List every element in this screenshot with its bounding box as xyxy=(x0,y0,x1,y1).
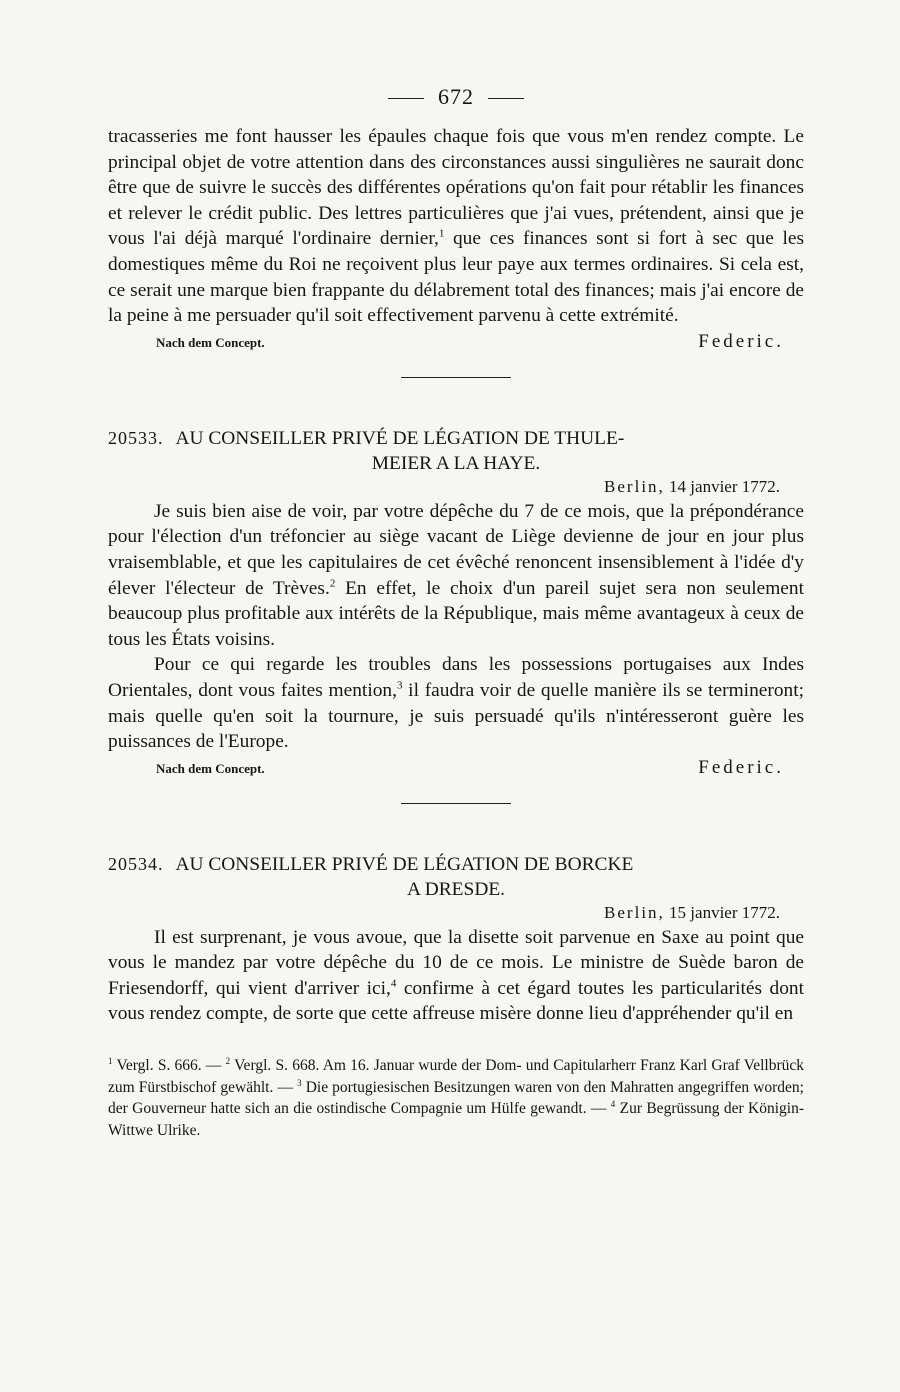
letter-number: 20533. xyxy=(108,427,164,448)
place: Berlin, xyxy=(604,902,665,922)
section-divider xyxy=(401,377,511,378)
paragraph-text: Je suis bien aise de voir, par votre dépêche du 7 de ce mois, que la prépondérance pour l'élection d'un tréfoncier au siège vacant de Liège devienne de jour en jour plus vraisemblable, et que les capitulaires de cet évêché renoncent insensiblement à l'idée d'y élever l'électeur de Trèves. xyxy=(108,500,804,599)
footnote-ref-2[interactable]: 2 xyxy=(329,577,336,590)
footnote-mark-4: 4 xyxy=(610,1098,616,1109)
paragraph-text: il faudra voir de quelle manière ils se termineront; mais quelle qu'en soit la tournure, je suis persuadé qu'ils n'intéresseront guère les puissances de l'Europe. xyxy=(108,679,804,753)
letter-title-line1 xyxy=(108,852,804,877)
footnote-ref-1[interactable]: 1 xyxy=(438,227,445,240)
signature-row xyxy=(108,331,804,353)
section-divider xyxy=(401,803,511,804)
date: 14 janvier 1772. xyxy=(669,476,780,496)
signature: Federic. xyxy=(698,756,784,778)
letter-heading-20534 xyxy=(108,852,804,902)
letter-title: AU CONSEILLER PRIVÉ DE LÉGATION DE BORCKE xyxy=(175,853,634,875)
footnote-1: Vergl. S. 666. — xyxy=(112,1057,226,1075)
footnote-3: Die portugiesischen Besitzungen waren von den Mahratten angegriffen worden; der Gouverneur hatte sich an die ostindische Compagnie um Hülfe gewandt. — xyxy=(108,1078,804,1118)
letter-title-line2: A DRESDE. xyxy=(406,878,506,900)
header-dash-right xyxy=(488,98,524,99)
source-note: Nach dem Concept. xyxy=(156,334,265,350)
document-page xyxy=(108,84,804,1141)
footnote-mark-2: 2 xyxy=(225,1055,231,1066)
place: Berlin, xyxy=(604,476,665,496)
page-number-header xyxy=(108,84,804,110)
letter-paragraph xyxy=(108,652,804,754)
letter-heading-20533 xyxy=(108,426,804,476)
letter-number: 20534. xyxy=(108,853,164,874)
letter-paragraph xyxy=(108,499,804,653)
footnote-4: Zur Begrüssung der Königin-Wittwe Ulrike. xyxy=(108,1100,804,1139)
header-dash-left xyxy=(388,98,424,99)
letter-title: AU CONSEILLER PRIVÉ DE LÉGATION DE THULE- xyxy=(175,427,625,449)
paragraph-text: En effet, le choix d'un pareil sujet sera non seulement beaucoup plus profitable aux intérêts de la République, mais même avantageux à ceux de tous les États voisins. xyxy=(108,577,804,650)
continuation-text: tracasseries me font hausser les épaules chaque fois que vous m'en rendez compte. Le principal objet de votre attention dans des circonstances aussi singulières ne saurait donc être que de suivre le succès des différentes opérations qu'on fait pour rétablir les finances et relever le crédit public. Des lettres particulières que j'ai vues, prétendent, ainsi que je vous l'ai déjà marqué l'ordinaire dernier, xyxy=(108,126,804,250)
footnote-2: Vergl. S. 668. Am 16. Januar wurde der Dom- und Capitularherr Franz Karl Graf Vellbrück zum Fürstbischof gewählt. — xyxy=(108,1057,805,1096)
paragraph-text: Pour ce qui regarde les troubles dans les possessions portugaises aux Indes Orientales, dont vous faites mention, xyxy=(108,654,804,701)
footnote-ref-3[interactable]: 3 xyxy=(396,679,403,692)
date: 15 janvier 1772. xyxy=(669,902,780,922)
letter-title-line2: MEIER A LA HAYE. xyxy=(371,452,541,474)
signature: Federic. xyxy=(698,330,784,352)
paragraph-text: Il est surprenant, je vous avoue, que la disette soit parvenue en Saxe au point que vous le mandez par votre dépêche du 10 de ce mois. Le ministre de Suède baron de Friesendorff, qui vient d'arriver ici, xyxy=(108,926,804,999)
footnotes xyxy=(108,1055,804,1141)
letter-paragraph xyxy=(108,925,804,1027)
footnote-mark-1: 1 xyxy=(108,1055,113,1066)
continuation-text-end: que ces finances sont si fort à sec que les domestiques même du Roi ne reçoivent plus leur paye aux termes ordinaires. Si cela est, ce serait une marque bien frappante du délabrement total des finances; mais j'ai encore de la peine à me persuader qu'il soit effectivement parvenu à cette extrémité. xyxy=(108,228,804,327)
dateline xyxy=(108,477,780,497)
footnote-mark-3: 3 xyxy=(297,1077,302,1088)
source-note: Nach dem Concept. xyxy=(156,760,265,776)
paragraph-text: confirme à cet égard toutes les particularités dont vous rendez compte, de sorte que cette affreuse misère donne lieu d'appréhender qu'il en xyxy=(108,977,804,1025)
page-number: 672 xyxy=(438,84,474,109)
letter-title-line1 xyxy=(108,426,804,451)
continuation-paragraph xyxy=(108,124,804,329)
footnote-ref-4[interactable]: 4 xyxy=(390,977,397,990)
signature-row xyxy=(108,757,804,779)
dateline xyxy=(108,903,780,923)
